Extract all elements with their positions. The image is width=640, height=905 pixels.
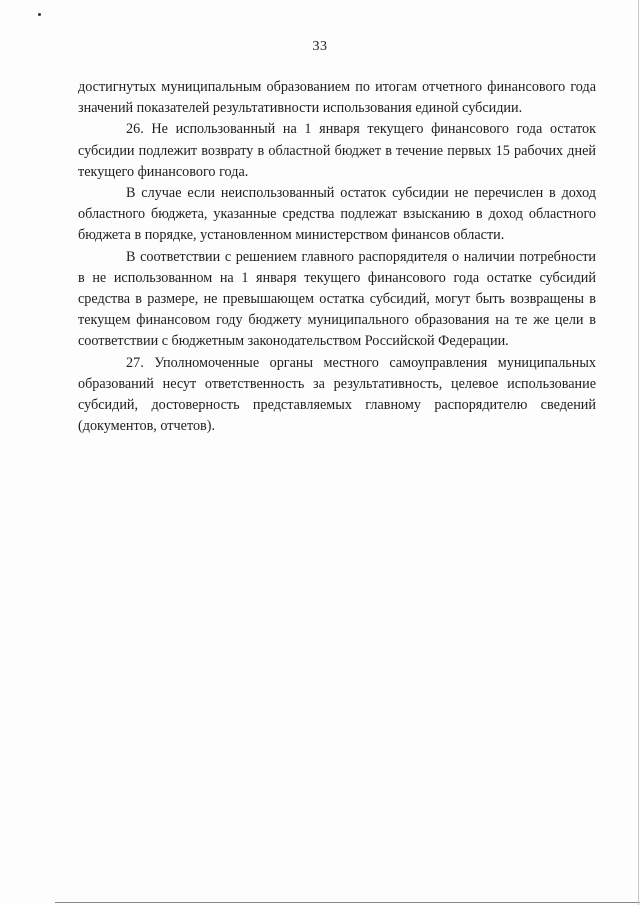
- scan-speck: [38, 13, 41, 16]
- paragraph-26: 26. Не использованный на 1 января текущего финансового года остаток субсидии подлежит возврату в областной бюджет в течение первых 15 рабочих дней текущего финансового года.: [78, 121, 596, 180]
- paragraph-unremitted-balance: В случае если неиспользованный остаток субсидии не перечислен в доход областного бюджета, указанные средства подлежат взысканию в доход областного бюджета в порядке, установленном министерством финансов области.: [78, 185, 596, 244]
- page-body: [78, 77, 596, 437]
- scan-bottom-edge: [55, 902, 640, 903]
- paragraph-balance-return: В соответствии с решением главного распорядителя о наличии потребности в не использованном на 1 января текущего финансового года остатке субсидий средства в размере, не превышающем остатка субсидий, могут быть возвращены в текущем финансовом году бюджету муниципального образования на те же цели в соответствии с бюджетным законодательством Российской Федерации.: [78, 248, 596, 350]
- paragraph-27: 27. Уполномоченные органы местного самоуправления муниципальных образований несут ответственность за результативность, целевое использование субсидий, достоверность представляемых главному распорядителю сведений (документов, отчетов).: [78, 354, 596, 435]
- scan-right-edge: [638, 0, 639, 905]
- page-number: 33: [312, 39, 328, 54]
- paragraph-continuation: достигнутых муниципальным образованием по итогам отчетного финансового года значений показателей результативности использования единой субсидии.: [78, 79, 596, 117]
